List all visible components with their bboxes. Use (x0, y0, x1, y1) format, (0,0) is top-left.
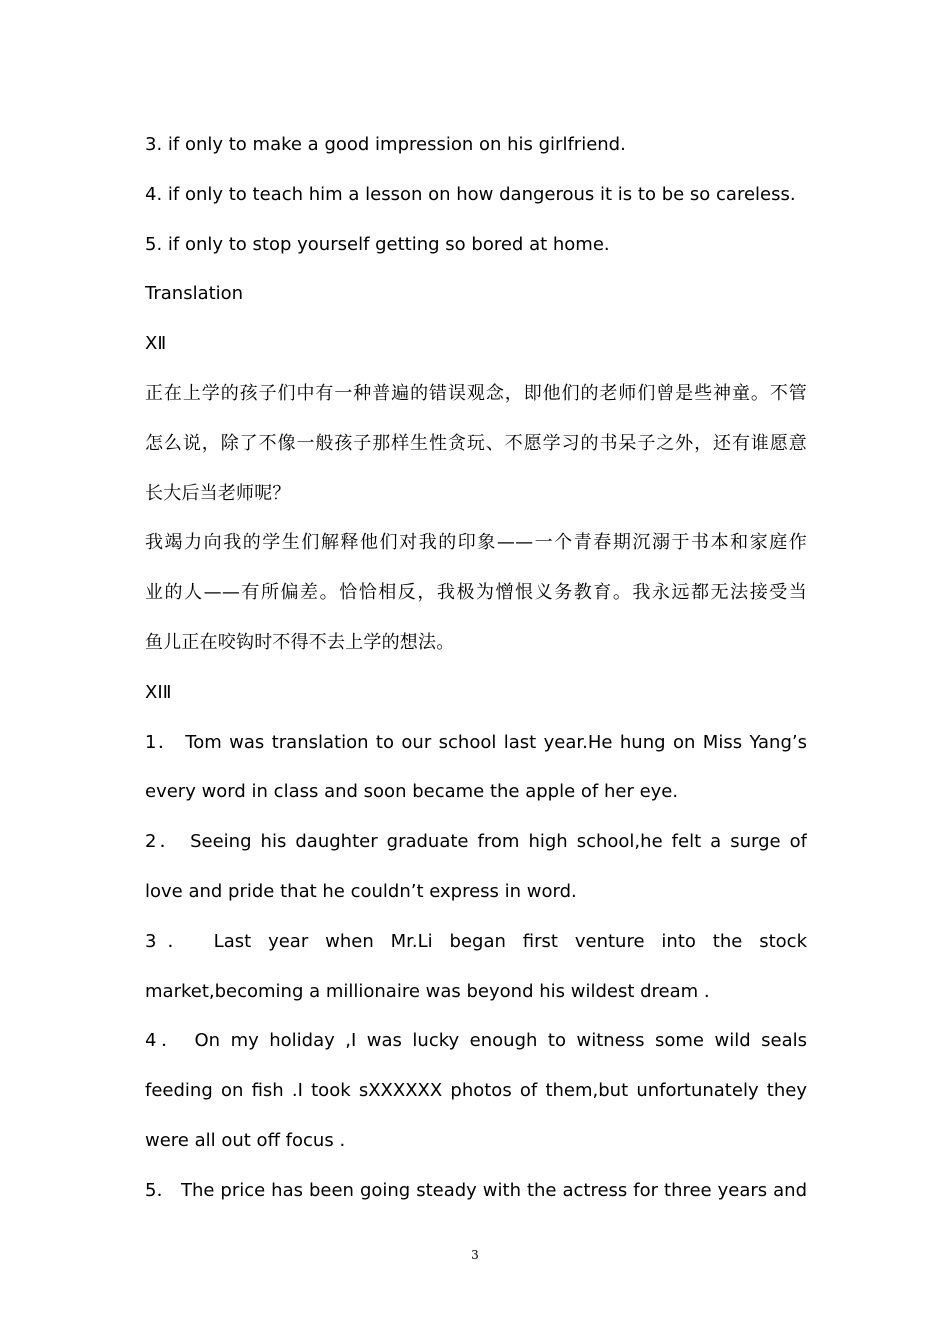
text-line: 5. if only to stop yourself getting so bored at home. (145, 233, 610, 255)
section-number-xii: XⅡ (145, 333, 167, 355)
text-line: 怎么说，除了不像一般孩子那样生性贪玩、不愿学习的书呆子之外，还有谁愿意 (145, 432, 807, 454)
section-number-xiii: XⅠⅡ (145, 681, 172, 703)
text-line: 业的人——有所偏差。恰恰相反，我极为憎恨义务教育。我永远都无法接受当 (145, 582, 807, 604)
text-line: 1． Tom was translation to our school last year.He hung on Miss Yang’s (145, 731, 807, 753)
text-line: every word in class and soon became the apple of her eye. (145, 781, 679, 803)
text-line: 我竭力向我的学生们解释他们对我的印象——一个青春期沉溺于书本和家庭作 (145, 532, 807, 554)
text-line: feeding on fish .I took sXXXXXX photos of them,but unfortunately they (145, 1080, 807, 1102)
text-line: 长大后当老师呢？ (145, 482, 291, 504)
section-heading-translation: Translation (145, 283, 244, 305)
text-line: 3. if only to make a good impression on his girlfriend. (145, 134, 626, 155)
page-number: 3 (471, 1248, 479, 1262)
text-line: 4． On my holiday ,I was lucky enough to witness some wild seals (145, 1030, 807, 1052)
text-line: 鱼儿正在咬钩时不得不去上学的想法。 (145, 631, 455, 653)
document-body (145, 120, 807, 1216)
text-line: were all out off focus . (145, 1129, 346, 1151)
text-line: 5． The price has been going steady with the actress for three years and (145, 1179, 807, 1201)
text-line: 4. if only to teach him a lesson on how dangerous it is to be so careless. (145, 183, 796, 205)
text-line: 正在上学的孩子们中有一种普遍的错误观念，即他们的老师们曾是些神童。不管 (145, 382, 807, 404)
text-line: 3． Last year when Mr.Li began first venture into the stock (145, 930, 807, 952)
text-line: 2． Seeing his daughter graduate from high school,he felt a surge of (145, 831, 807, 853)
text-line: love and pride that he couldn’t express in word. (145, 880, 577, 902)
text-line: market,becoming a millionaire was beyond his wildest dream . (145, 980, 710, 1002)
